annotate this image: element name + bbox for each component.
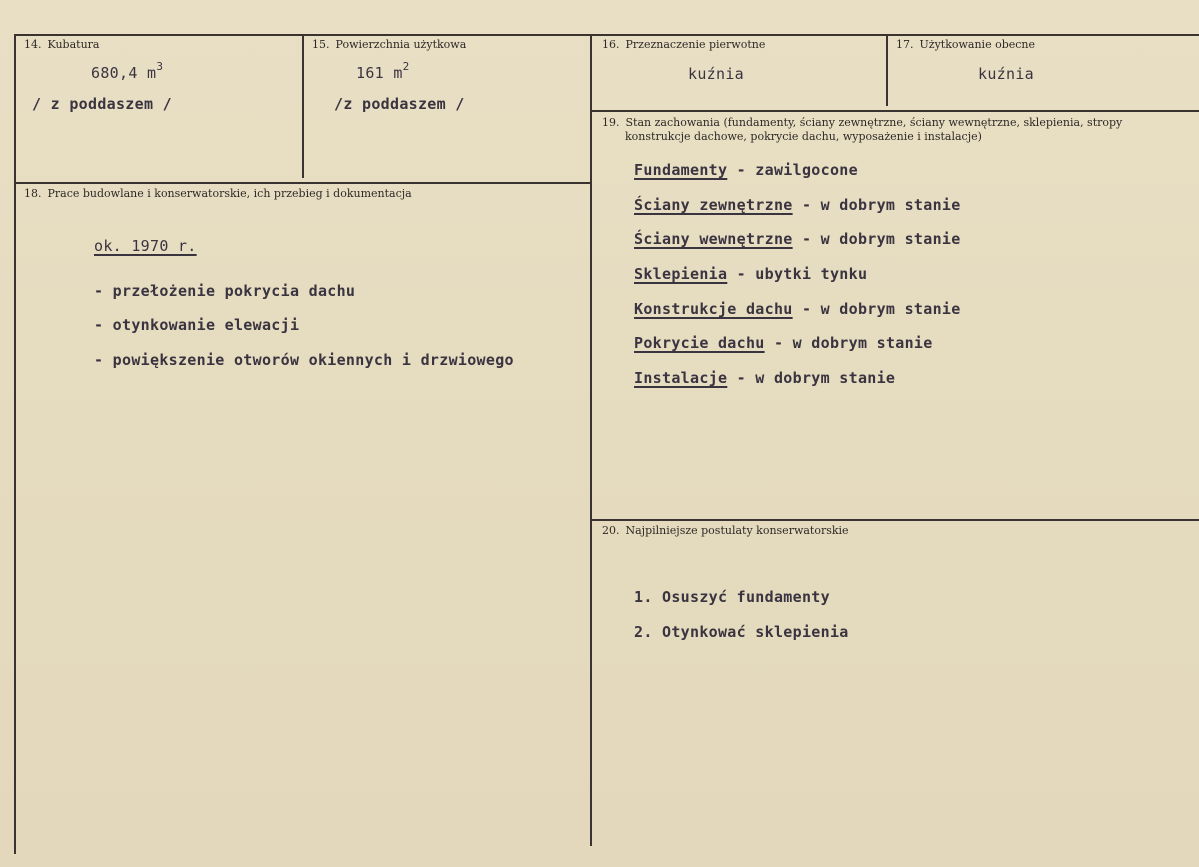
field-19-label: 19. Stan zachowania (fundamenty, ściany zewnętrzne, ściany wewnętrzne, sklepienia, stropy — [602, 116, 1123, 129]
divider-row-19 — [592, 110, 1199, 112]
field-19-row-konstrukcje-dachu: Konstrukcje dachu - w dobrym stanie — [634, 300, 961, 318]
field-18-item-2: - otynkowanie elewacji — [94, 316, 300, 334]
divider-row-18 — [14, 182, 592, 184]
field-18-item-3: - powiększenie otworów okiennych i drzwiowego — [94, 351, 514, 369]
field-19-label-line2: konstrukcje dachowe, pokrycie dachu, wyposażenie i instalacje) — [625, 130, 982, 143]
field-17-value: kuźnia — [978, 65, 1034, 83]
divider-14-15 — [302, 34, 304, 178]
field-19-row-pokrycie-dachu: Pokrycie dachu - w dobrym stanie — [634, 334, 933, 352]
field-20-label: 20. Najpilniejsze postulaty konserwatorskie — [602, 524, 849, 537]
top-border — [14, 34, 1199, 36]
field-18-label: 18. Prace budowlane i konserwatorskie, ich przebieg i dokumentacja — [24, 187, 412, 200]
field-15-label: 15. Powierzchnia użytkowa — [312, 38, 467, 51]
field-19-row-sciany-wewnetrzne: Ściany wewnętrzne - w dobrym stanie — [634, 230, 961, 248]
divider-main — [590, 34, 592, 846]
field-16-label: 16. Przeznaczenie pierwotne — [602, 38, 766, 51]
field-19-row-instalacje: Instalacje - w dobrym stanie — [634, 369, 896, 387]
field-16-value: kuźnia — [688, 65, 744, 83]
left-border — [14, 34, 16, 854]
field-19-row-sklepienia: Sklepienia - ubytki tynku — [634, 265, 868, 283]
field-20-item-2: 2. Otynkować sklepienia — [634, 623, 849, 641]
field-17-label: 17. Użytkowanie obecne — [896, 38, 1035, 51]
field-14-note: / z poddaszem / — [32, 95, 172, 113]
field-19-row-sciany-zewnetrzne: Ściany zewnętrzne - w dobrym stanie — [634, 196, 961, 214]
field-14-label: 14. Kubatura — [24, 38, 100, 51]
field-18-item-1: - przełożenie pokrycia dachu — [94, 282, 356, 300]
field-15-value: 161 $m^2$ — [356, 60, 410, 82]
field-19-row-fundamenty: Fundamenty - zawilgocone — [634, 161, 858, 179]
field-20-item-1: 1. Osuszyć fundamenty — [634, 588, 830, 606]
field-18-date: ok. 1970 r. — [94, 237, 197, 255]
field-15-note: /z poddaszem / — [334, 95, 465, 113]
field-14-value: 680,4 $m^3$ — [91, 60, 164, 82]
divider-16-17 — [886, 34, 888, 106]
divider-row-20 — [592, 519, 1199, 521]
